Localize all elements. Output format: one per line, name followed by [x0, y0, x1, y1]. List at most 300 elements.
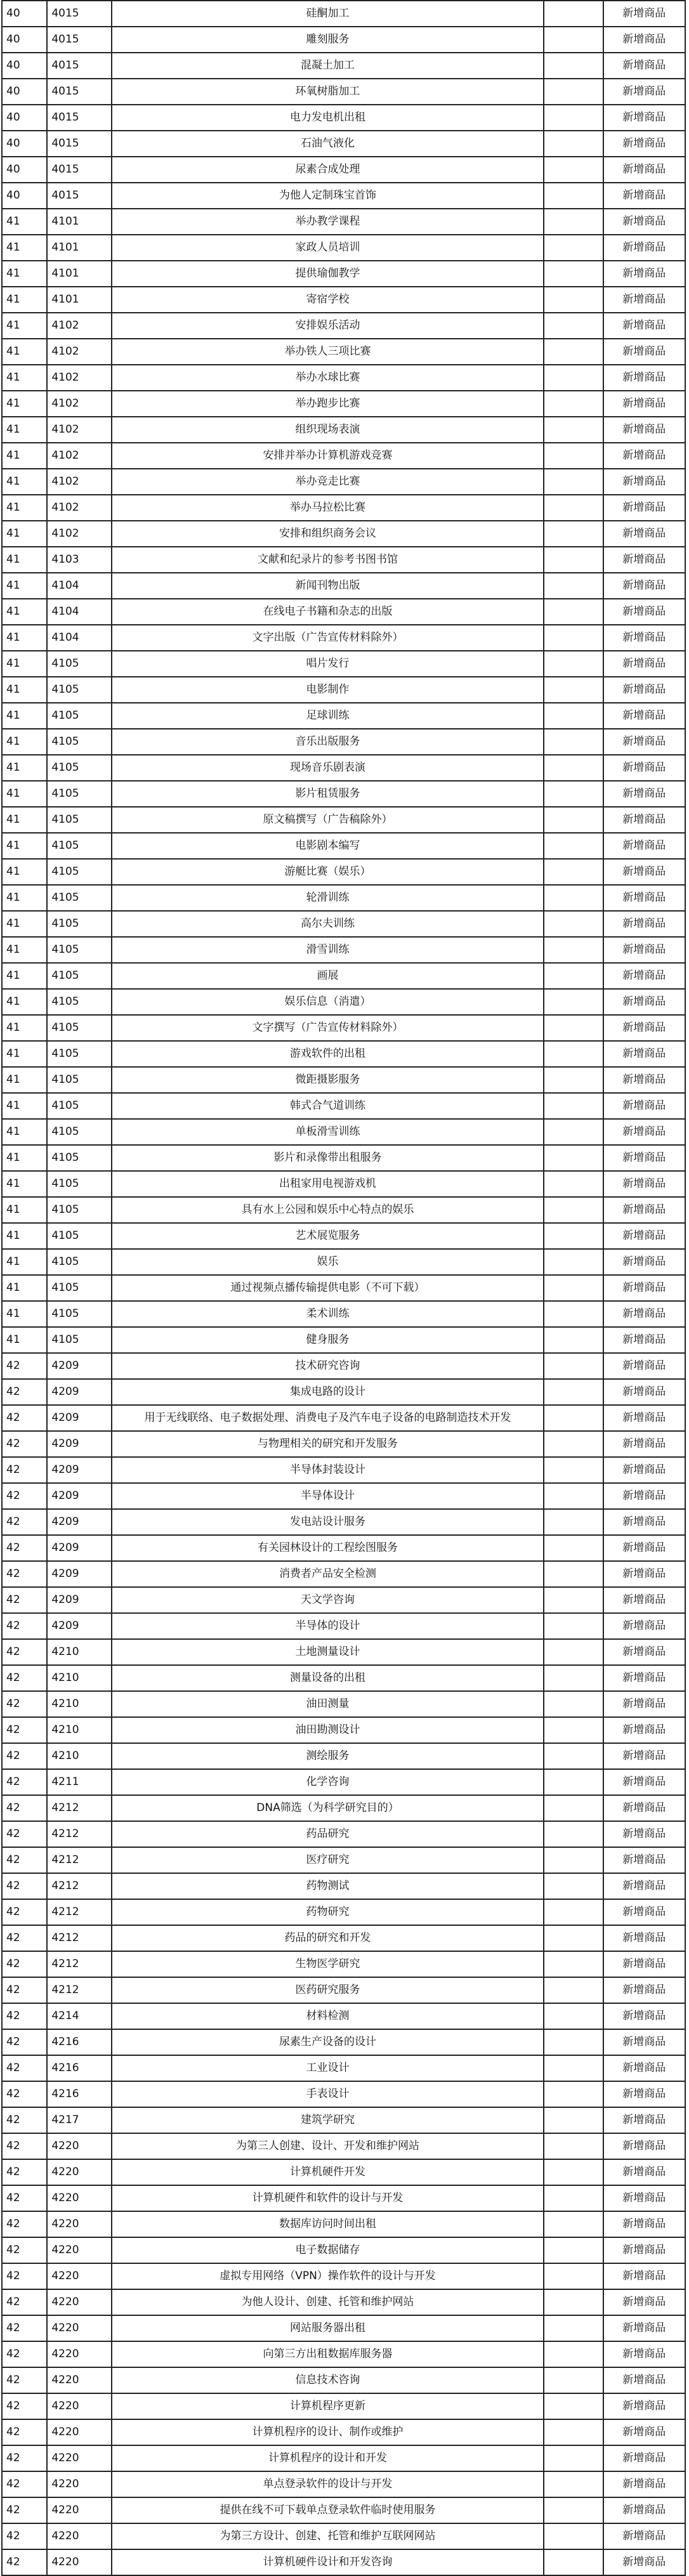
note-cell — [544, 2003, 603, 2029]
table-row — [2, 937, 685, 963]
item-name-cell: 文献和纪录片的参考书图书馆 — [112, 547, 544, 573]
status-cell: 新增商品 — [603, 1197, 685, 1223]
class-number-cell: 40 — [2, 105, 47, 131]
note-cell — [544, 2081, 603, 2107]
status-cell: 新增商品 — [603, 1327, 685, 1353]
table-row — [2, 1457, 685, 1483]
note-cell — [544, 27, 603, 53]
note-cell — [544, 2393, 603, 2419]
item-name-cell: 计算机硬件开发 — [112, 2159, 544, 2185]
status-cell: 新增商品 — [603, 79, 685, 105]
table-row — [2, 1665, 685, 1691]
item-name-cell: 高尔夫训练 — [112, 911, 544, 937]
group-code-cell: 4220 — [47, 2419, 112, 2445]
item-name-cell: 计算机硬件和软件的设计与开发 — [112, 2185, 544, 2211]
group-code-cell: 4209 — [47, 1613, 112, 1639]
table-row — [2, 2393, 685, 2419]
group-code-cell: 4015 — [47, 157, 112, 183]
table-row — [2, 1587, 685, 1613]
group-code-cell: 4105 — [47, 1093, 112, 1119]
group-code-cell: 4102 — [47, 495, 112, 521]
table-row — [2, 2289, 685, 2315]
class-number-cell: 42 — [2, 2393, 47, 2419]
group-code-cell: 4105 — [47, 885, 112, 911]
group-code-cell: 4209 — [47, 1561, 112, 1587]
status-cell: 新增商品 — [603, 157, 685, 183]
class-number-cell: 41 — [2, 729, 47, 755]
note-cell — [544, 1145, 603, 1171]
item-name-cell: 雕刻服务 — [112, 27, 544, 53]
status-cell: 新增商品 — [603, 1873, 685, 1899]
class-number-cell: 41 — [2, 1119, 47, 1145]
status-cell: 新增商品 — [603, 2289, 685, 2315]
item-name-cell: 游戏软件的出租 — [112, 1041, 544, 1067]
class-number-cell: 41 — [2, 209, 47, 235]
class-number-cell: 41 — [2, 521, 47, 547]
note-cell — [544, 1717, 603, 1743]
table-row — [2, 1093, 685, 1119]
group-code-cell: 4105 — [47, 1249, 112, 1275]
group-code-cell: 4105 — [47, 859, 112, 885]
item-name-cell: 硅酮加工 — [112, 1, 544, 27]
class-number-cell: 41 — [2, 911, 47, 937]
class-number-cell: 41 — [2, 1223, 47, 1249]
note-cell — [544, 443, 603, 469]
status-cell: 新增商品 — [603, 2081, 685, 2107]
note-cell — [544, 729, 603, 755]
status-cell: 新增商品 — [603, 521, 685, 547]
class-number-cell: 41 — [2, 1301, 47, 1327]
item-name-cell: 提供在线不可下载单点登录软件临时使用服务 — [112, 2497, 544, 2523]
status-cell: 新增商品 — [603, 1249, 685, 1275]
status-cell: 新增商品 — [603, 1405, 685, 1431]
group-code-cell: 4209 — [47, 1457, 112, 1483]
group-code-cell: 4105 — [47, 1145, 112, 1171]
item-name-cell: 工业设计 — [112, 2055, 544, 2081]
item-name-cell: 石油气液化 — [112, 131, 544, 157]
status-cell: 新增商品 — [603, 1353, 685, 1379]
class-number-cell: 42 — [2, 1795, 47, 1821]
class-number-cell: 42 — [2, 1977, 47, 2003]
class-number-cell: 41 — [2, 1171, 47, 1197]
class-number-cell: 42 — [2, 2107, 47, 2133]
note-cell — [544, 1847, 603, 1873]
status-cell: 新增商品 — [603, 131, 685, 157]
status-cell: 新增商品 — [603, 2055, 685, 2081]
item-name-cell: 足球训练 — [112, 703, 544, 729]
note-cell — [544, 183, 603, 209]
status-cell: 新增商品 — [603, 2341, 685, 2367]
group-code-cell: 4211 — [47, 1769, 112, 1795]
status-cell: 新增商品 — [603, 937, 685, 963]
item-name-cell: 建筑学研究 — [112, 2107, 544, 2133]
status-cell: 新增商品 — [603, 1743, 685, 1769]
class-number-cell: 41 — [2, 625, 47, 651]
item-name-cell: 游艇比赛（娱乐） — [112, 859, 544, 885]
item-name-cell: 电子数据储存 — [112, 2237, 544, 2263]
item-name-cell: 环氧树脂加工 — [112, 79, 544, 105]
class-number-cell: 41 — [2, 599, 47, 625]
class-number-cell: 42 — [2, 1951, 47, 1977]
item-name-cell: 现场音乐剧表演 — [112, 755, 544, 781]
group-code-cell: 4212 — [47, 1873, 112, 1899]
table-row — [2, 1639, 685, 1665]
table-row — [2, 2367, 685, 2393]
item-name-cell: 微距摄影服务 — [112, 1067, 544, 1093]
table-row — [2, 2549, 685, 2575]
class-number-cell: 42 — [2, 1873, 47, 1899]
note-cell — [544, 2107, 603, 2133]
class-number-cell: 42 — [2, 2185, 47, 2211]
table-row — [2, 2419, 685, 2445]
item-name-cell: 为他人定制珠宝首饰 — [112, 183, 544, 209]
item-name-cell: 有关园林设计的工程绘图服务 — [112, 1535, 544, 1561]
table-row — [2, 2081, 685, 2107]
class-number-cell: 41 — [2, 963, 47, 989]
class-number-cell: 42 — [2, 1717, 47, 1743]
class-number-cell: 42 — [2, 1431, 47, 1457]
class-number-cell: 42 — [2, 2497, 47, 2523]
table-row — [2, 1613, 685, 1639]
group-code-cell: 4216 — [47, 2029, 112, 2055]
status-cell: 新增商品 — [603, 1483, 685, 1509]
group-code-cell: 4210 — [47, 1717, 112, 1743]
table-row — [2, 183, 685, 209]
item-name-cell: 尿素生产设备的设计 — [112, 2029, 544, 2055]
table-row — [2, 1509, 685, 1535]
item-name-cell: 韩式合气道训练 — [112, 1093, 544, 1119]
item-name-cell: 向第三方出租数据库服务器 — [112, 2341, 544, 2367]
status-cell: 新增商品 — [603, 1015, 685, 1041]
class-number-cell: 41 — [2, 365, 47, 391]
note-cell — [544, 1483, 603, 1509]
item-name-cell: 材料检测 — [112, 2003, 544, 2029]
group-code-cell: 4220 — [47, 2185, 112, 2211]
group-code-cell: 4102 — [47, 469, 112, 495]
table-row — [2, 1379, 685, 1405]
table-body — [2, 1, 685, 2575]
group-code-cell: 4015 — [47, 131, 112, 157]
group-code-cell: 4105 — [47, 1041, 112, 1067]
table-row — [2, 1041, 685, 1067]
status-cell: 新增商品 — [603, 989, 685, 1015]
status-cell: 新增商品 — [603, 807, 685, 833]
table-row — [2, 1275, 685, 1301]
table-row — [2, 1353, 685, 1379]
status-cell: 新增商品 — [603, 313, 685, 339]
note-cell — [544, 1977, 603, 2003]
note-cell — [544, 1171, 603, 1197]
note-cell — [544, 755, 603, 781]
class-number-cell: 42 — [2, 1821, 47, 1847]
note-cell — [544, 2471, 603, 2497]
item-name-cell: 音乐出版服务 — [112, 729, 544, 755]
table-row — [2, 365, 685, 391]
item-name-cell: 柔术训练 — [112, 1301, 544, 1327]
note-cell — [544, 1691, 603, 1717]
status-cell: 新增商品 — [603, 2523, 685, 2549]
note-cell — [544, 1899, 603, 1925]
group-code-cell: 4105 — [47, 1301, 112, 1327]
table-row — [2, 755, 685, 781]
note-cell — [544, 2159, 603, 2185]
status-cell: 新增商品 — [603, 2445, 685, 2471]
note-cell — [544, 209, 603, 235]
status-cell: 新增商品 — [603, 1613, 685, 1639]
item-name-cell: 唱片发行 — [112, 651, 544, 677]
item-name-cell: 技术研究咨询 — [112, 1353, 544, 1379]
class-number-cell: 40 — [2, 27, 47, 53]
status-cell: 新增商品 — [603, 703, 685, 729]
class-number-cell: 42 — [2, 1639, 47, 1665]
table-row — [2, 1899, 685, 1925]
note-cell — [544, 131, 603, 157]
group-code-cell: 4220 — [47, 2471, 112, 2497]
note-cell — [544, 2029, 603, 2055]
table-row — [2, 2029, 685, 2055]
item-name-cell: 测绘服务 — [112, 1743, 544, 1769]
note-cell — [544, 677, 603, 703]
item-name-cell: 医药研究服务 — [112, 1977, 544, 2003]
item-name-cell: 集成电路的设计 — [112, 1379, 544, 1405]
status-cell: 新增商品 — [603, 1665, 685, 1691]
table-row — [2, 2341, 685, 2367]
class-number-cell: 42 — [2, 2549, 47, 2575]
table-row — [2, 1, 685, 27]
item-name-cell: 举办教学课程 — [112, 209, 544, 235]
table-row — [2, 2055, 685, 2081]
group-code-cell: 4220 — [47, 2159, 112, 2185]
class-number-cell: 41 — [2, 1249, 47, 1275]
table-row — [2, 1977, 685, 2003]
group-code-cell: 4015 — [47, 1, 112, 27]
class-number-cell: 41 — [2, 651, 47, 677]
table-row — [2, 287, 685, 313]
item-name-cell: 举办铁人三项比赛 — [112, 339, 544, 365]
item-name-cell: 单点登录软件的设计与开发 — [112, 2471, 544, 2497]
status-cell: 新增商品 — [603, 1717, 685, 1743]
table-row — [2, 261, 685, 287]
item-name-cell: 单板滑雪训练 — [112, 1119, 544, 1145]
note-cell — [544, 2133, 603, 2159]
group-code-cell: 4102 — [47, 365, 112, 391]
table-row — [2, 391, 685, 417]
item-name-cell: 计算机程序的设计、制作或维护 — [112, 2419, 544, 2445]
status-cell: 新增商品 — [603, 573, 685, 599]
item-name-cell: 尿素合成处理 — [112, 157, 544, 183]
table-row — [2, 2159, 685, 2185]
note-cell — [544, 1327, 603, 1353]
table-row — [2, 1223, 685, 1249]
status-cell: 新增商品 — [603, 235, 685, 261]
class-number-cell: 41 — [2, 885, 47, 911]
note-cell — [544, 2211, 603, 2237]
table-row — [2, 677, 685, 703]
note-cell — [544, 911, 603, 937]
status-cell: 新增商品 — [603, 1093, 685, 1119]
group-code-cell: 4212 — [47, 1951, 112, 1977]
item-name-cell: 举办跑步比赛 — [112, 391, 544, 417]
status-cell: 新增商品 — [603, 1041, 685, 1067]
status-cell: 新增商品 — [603, 1457, 685, 1483]
class-number-cell: 42 — [2, 1509, 47, 1535]
class-number-cell: 41 — [2, 391, 47, 417]
note-cell — [544, 2185, 603, 2211]
group-code-cell: 4105 — [47, 1197, 112, 1223]
table-row — [2, 1119, 685, 1145]
group-code-cell: 4212 — [47, 1821, 112, 1847]
status-cell: 新增商品 — [603, 859, 685, 885]
group-code-cell: 4220 — [47, 2315, 112, 2341]
table-row — [2, 989, 685, 1015]
group-code-cell: 4220 — [47, 2237, 112, 2263]
status-cell: 新增商品 — [603, 1821, 685, 1847]
table-row — [2, 105, 685, 131]
note-cell — [544, 1821, 603, 1847]
note-cell — [544, 989, 603, 1015]
class-number-cell: 42 — [2, 1743, 47, 1769]
status-cell: 新增商品 — [603, 183, 685, 209]
class-number-cell: 42 — [2, 1457, 47, 1483]
status-cell: 新增商品 — [603, 651, 685, 677]
class-number-cell: 42 — [2, 2341, 47, 2367]
class-number-cell: 41 — [2, 287, 47, 313]
note-cell — [544, 105, 603, 131]
note-cell — [544, 1353, 603, 1379]
group-code-cell: 4105 — [47, 807, 112, 833]
status-cell: 新增商品 — [603, 1223, 685, 1249]
status-cell: 新增商品 — [603, 417, 685, 443]
table-row — [2, 1821, 685, 1847]
class-number-cell: 41 — [2, 417, 47, 443]
group-code-cell: 4104 — [47, 573, 112, 599]
table-row — [2, 2133, 685, 2159]
class-number-cell: 42 — [2, 1405, 47, 1431]
class-number-cell: 41 — [2, 469, 47, 495]
class-number-cell: 41 — [2, 833, 47, 859]
group-code-cell: 4210 — [47, 1691, 112, 1717]
item-name-cell: 文字撰写（广告宣传材料除外） — [112, 1015, 544, 1041]
item-name-cell: 提供瑜伽教学 — [112, 261, 544, 287]
table-row — [2, 703, 685, 729]
class-number-cell: 41 — [2, 807, 47, 833]
status-cell: 新增商品 — [603, 2393, 685, 2419]
note-cell — [544, 859, 603, 885]
group-code-cell: 4209 — [47, 1431, 112, 1457]
note-cell — [544, 2315, 603, 2341]
group-code-cell: 4220 — [47, 2393, 112, 2419]
group-code-cell: 4105 — [47, 1327, 112, 1353]
note-cell — [544, 157, 603, 183]
group-code-cell: 4220 — [47, 2367, 112, 2393]
item-name-cell: 健身服务 — [112, 1327, 544, 1353]
group-code-cell: 4105 — [47, 937, 112, 963]
class-number-cell: 41 — [2, 547, 47, 573]
status-cell: 新增商品 — [603, 2003, 685, 2029]
table-row — [2, 1249, 685, 1275]
table-row — [2, 1535, 685, 1561]
group-code-cell: 4105 — [47, 989, 112, 1015]
note-cell — [544, 2367, 603, 2393]
class-number-cell: 42 — [2, 2159, 47, 2185]
class-number-cell: 41 — [2, 1145, 47, 1171]
note-cell — [544, 1561, 603, 1587]
item-name-cell: 具有水上公园和娱乐中心特点的娱乐 — [112, 1197, 544, 1223]
status-cell: 新增商品 — [603, 1795, 685, 1821]
class-number-cell: 40 — [2, 1, 47, 27]
group-code-cell: 4015 — [47, 183, 112, 209]
class-number-cell: 41 — [2, 859, 47, 885]
class-number-cell: 42 — [2, 1665, 47, 1691]
class-number-cell: 40 — [2, 183, 47, 209]
table-row — [2, 729, 685, 755]
item-name-cell: 组织现场表演 — [112, 417, 544, 443]
class-number-cell: 42 — [2, 2445, 47, 2471]
note-cell — [544, 521, 603, 547]
class-number-cell: 40 — [2, 157, 47, 183]
status-cell: 新增商品 — [603, 1067, 685, 1093]
note-cell — [544, 1639, 603, 1665]
class-number-cell: 42 — [2, 1847, 47, 1873]
note-cell — [544, 1795, 603, 1821]
group-code-cell: 4105 — [47, 677, 112, 703]
note-cell — [544, 79, 603, 105]
group-code-cell: 4105 — [47, 963, 112, 989]
status-cell: 新增商品 — [603, 911, 685, 937]
group-code-cell: 4212 — [47, 1847, 112, 1873]
table-row — [2, 1145, 685, 1171]
table-row — [2, 2107, 685, 2133]
table-row — [2, 573, 685, 599]
note-cell — [544, 1, 603, 27]
table-row — [2, 1483, 685, 1509]
group-code-cell: 4209 — [47, 1379, 112, 1405]
class-number-cell: 42 — [2, 2029, 47, 2055]
group-code-cell: 4104 — [47, 599, 112, 625]
item-name-cell: 通过视频点播传输提供电影（不可下载） — [112, 1275, 544, 1301]
item-name-cell: 影片和录像带出租服务 — [112, 1145, 544, 1171]
group-code-cell: 4101 — [47, 261, 112, 287]
class-number-cell: 41 — [2, 781, 47, 807]
group-code-cell: 4216 — [47, 2055, 112, 2081]
status-cell: 新增商品 — [603, 1847, 685, 1873]
table-row — [2, 1327, 685, 1353]
status-cell: 新增商品 — [603, 1145, 685, 1171]
class-number-cell: 42 — [2, 2523, 47, 2549]
note-cell — [544, 1249, 603, 1275]
note-cell — [544, 1405, 603, 1431]
class-number-cell: 42 — [2, 2263, 47, 2289]
class-number-cell: 41 — [2, 677, 47, 703]
table-row — [2, 131, 685, 157]
class-number-cell: 41 — [2, 261, 47, 287]
class-number-cell: 42 — [2, 1379, 47, 1405]
note-cell — [544, 1743, 603, 1769]
table-row — [2, 469, 685, 495]
item-name-cell: 半导体设计 — [112, 1483, 544, 1509]
item-name-cell: 虚拟专用网络（VPN）操作软件的设计与开发 — [112, 2263, 544, 2289]
note-cell — [544, 417, 603, 443]
note-cell — [544, 1925, 603, 1951]
table-row — [2, 1691, 685, 1717]
class-number-cell: 42 — [2, 2367, 47, 2393]
group-code-cell: 4015 — [47, 105, 112, 131]
class-number-cell: 42 — [2, 1769, 47, 1795]
status-cell: 新增商品 — [603, 495, 685, 521]
table-row — [2, 963, 685, 989]
status-cell: 新增商品 — [603, 599, 685, 625]
table-row — [2, 443, 685, 469]
